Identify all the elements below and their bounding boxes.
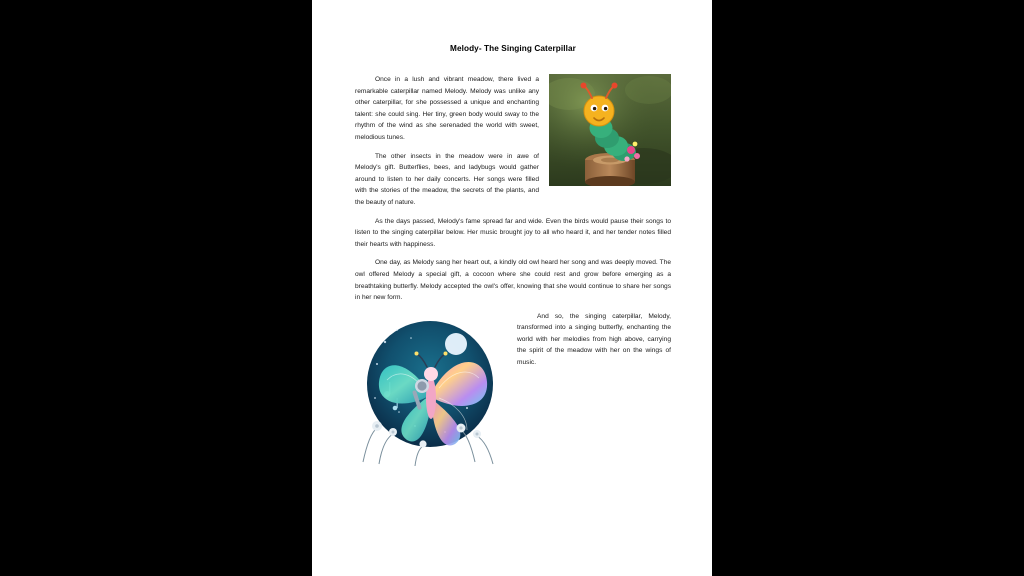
paragraph-5: And so, the singing caterpillar, Melody, transformed into a singing butterfly, enchanting the world with her melodies from high above, carrying the spirit of the meadow with her on the wings of music. (517, 312, 671, 367)
paragraph-4: One day, as Melody sang her heart out, a kindly old owl heard her song and was deeply moved. The owl offered Melody a special gift, a cocoon where she could rest and grow before emerging as a breathtaking butterfly. Melody accepted the owl's offer, knowing that she would continue to share her songs in her new form. (355, 259, 671, 302)
paragraph-2: The other insects in the meadow were in awe of Melody's gift. Butterflies, bees, and ladybugs would gather around to listen to her daily concerts. Her songs were filled with the stories of the meadow, the secrets of the plants, and the beauty of nature. (355, 152, 539, 206)
paragraph-3: As the days passed, Melody's fame spread far and wide. Even the birds would pause their songs to listen to the singing caterpillar below. Her music brought joy to all who heard it, and her tender notes filled their hearts with happiness. (355, 217, 671, 248)
document-page (312, 0, 712, 576)
caterpillar-figurine-photo (549, 74, 671, 186)
second-section (355, 257, 671, 471)
page-title: Melody- The Singing Caterpillar (450, 44, 576, 53)
document-body (355, 44, 671, 472)
singing-butterfly-illustration (355, 312, 505, 468)
narrow-text-column (517, 311, 671, 376)
paragraph-1: Once in a lush and vibrant meadow, there lived a remarkable caterpillar named Melody. Melody was unlike any other caterpillar, for she possessed a unique and enchanting talent: she could sing. Her tiny, green body would sway to the rhythm of the wind as she serenaded the world with sweet, melodious tunes. (355, 76, 539, 141)
first-section (355, 74, 671, 216)
